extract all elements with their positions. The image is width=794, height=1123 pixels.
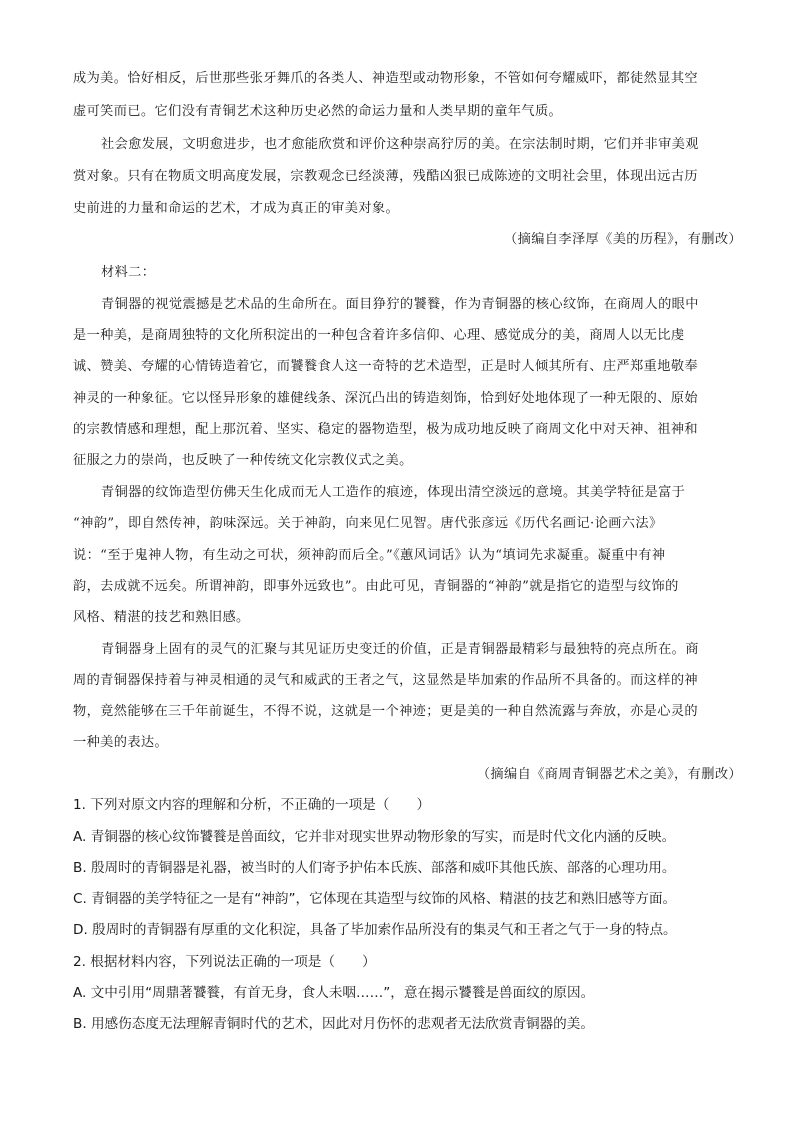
paragraph-line: 诚、赞美、夸耀的心情铸造着它，而饕餮食人这一奇特的艺术造型，正是时人倾其所有、庄严郑重地敬奉 [73,359,699,374]
paragraph-line: “神韵”，即自然传神，韵味深远。关于神韵，向来见仁见智。唐代张彦远《历代名画记·论画六法》 [73,516,663,531]
paragraph-line: 一种美的表达。 [73,735,169,750]
paragraph-line: 社会愈发展，文明愈进步，也才愈能欣赏和评价这种崇高狞厉的美。在宗法制时期，它们并非审美观 [101,137,699,152]
source-citation: （摘编自《商周青铜器艺术之美》，有删改） [476,767,742,782]
paragraph-line: 是一种美，是商周独特的文化所积淀出的一种包含着许多信仰、心理、感觉成分的美，商周人以无比虔 [73,328,685,343]
paragraph-line: 史前进的力量和命运的艺术，才成为真正的审美对象。 [73,201,400,216]
paragraph-line: 青铜器的视觉震撼是艺术品的生命所在。面目狰狞的饕餮，作为青铜器的核心纹饰，在商周人的眼中 [101,297,699,312]
paragraph-line: 赏对象。只有在物质文明高度发展，宗教观念已经淡薄，残酷凶狠已成陈迹的文明社会里，体现出远古历 [73,169,699,184]
paragraph-line: 青铜器身上固有的灵气的汇聚与其见证历史变迁的价值，正是青铜器最精彩与最独特的亮点所在。商 [101,642,699,657]
option-a: A. 青铜器的核心纹饰饕餮是兽面纹，它并非对现实世界动物形象的写实，而是时代文化内涵的反映。 [73,829,676,845]
paragraph-line: 说：“至于鬼神人物，有生动之可状，须神韵而后全。”《蕙风词话》认为“填词先求凝重。凝重中有神 [73,548,666,563]
paragraph-line: 神灵的一种象征。它以怪异形象的雄健线条、深沉凸出的铸造刻饰，恰到好处地体现了一种无限的、原始 [73,391,699,406]
paragraph-line: 韵，去成就不远矣。所谓神韵，即事外远致也”。由此可见，青铜器的“神韵”就是指它的造型与纹饰的 [73,579,679,594]
paragraph-line: 风格、精湛的技艺和熟旧感。 [73,610,250,625]
option-d: D. 殷周时的青铜器有厚重的文化积淀，具备了毕加索作品所没有的集灵气和王者之气于一身的特点。 [73,922,677,938]
question-stem: 2. 根据材料内容，下列说法正确的一项是（ ） [73,954,376,970]
option-a: A. 文中引用“周鼎著饕餮，有首无身，食人未咽……”，意在揭示饕餮是兽面纹的原因。 [73,985,595,1001]
paragraph-line: 虚可笑而已。它们没有青铜艺术这种历史必然的命运力量和人类早期的童年气质。 [73,104,563,119]
question-stem: 1. 下列对原文内容的理解和分析，不正确的一项是（ ） [73,797,431,813]
option-b: B. 殷周时的青铜器是礼器，被当时的人们寄予护佑本氏族、部落和威吓其他氏族、部落的心理功用。 [73,860,676,876]
section-heading: 材料二： [101,265,156,280]
paragraph-line: 周的青铜器保持着与神灵相通的灵气和威武的王者之气，这显然是毕加索的作品所不具备的。而这样的神 [73,673,699,688]
option-b: B. 用感伤态度无法理解青铜时代的艺术，因此对月伤怀的悲观者无法欣赏青铜器的美。 [73,1016,594,1032]
paragraph-line: 青铜器的纹饰造型仿佛天生化成而无人工造作的痕迹，体现出清空淡远的意境。其美学特征是富于 [101,485,686,500]
option-c: C. 青铜器的美学特征之一是有“神韵”，它体现在其造型与纹饰的风格、精湛的技艺和熟旧感等方面。 [73,891,677,907]
paragraph-line: 征服之力的崇尚，也反映了一种传统文化宗教仪式之美。 [73,453,413,468]
source-citation: （摘编自李泽厚《美的历程》，有删改） [504,232,742,247]
paragraph-line: 物，竟然能够在三千年前诞生，不得不说，这就是一个神迹；更是美的一种自然流露与奔放，亦是心灵的 [73,704,699,719]
paragraph-line: 的宗教情感和理想，配上那沉着、坚实、稳定的器物造型，极为成功地反映了商周文化中对天神、祖神和 [73,422,699,437]
paragraph-line: 成为美。恰好相反，后世那些张牙舞爪的各类人、神造型或动物形象，不管如何夸耀威吓，都徒然显其空 [73,71,699,86]
